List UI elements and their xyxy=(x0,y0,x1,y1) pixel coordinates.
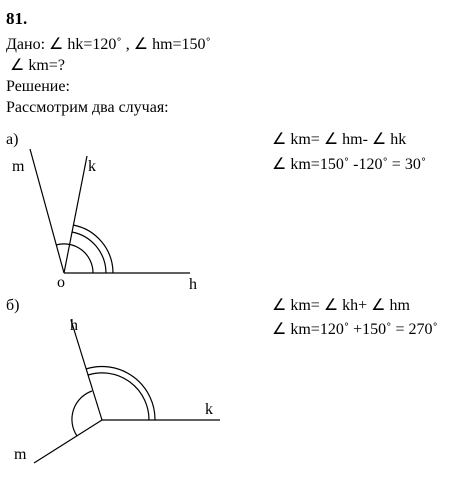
arc-hk-outer xyxy=(73,225,113,273)
case-a-formula-2: ∠ km=150˚ -120˚ = 30˚ xyxy=(272,156,427,173)
label-a-m: m xyxy=(12,158,25,175)
figure-a xyxy=(30,149,190,273)
arc-kh-inner xyxy=(88,373,149,420)
solution-label: Решение: xyxy=(6,78,70,95)
case-a-formula-1: ∠ km= ∠ hm- ∠ hk xyxy=(272,131,407,148)
label-b-h: h xyxy=(70,317,78,334)
label-a-k: k xyxy=(88,158,96,175)
ray-ok xyxy=(64,156,87,273)
given-line-2: ∠ km=? xyxy=(10,57,65,74)
label-b-k: k xyxy=(205,401,213,418)
case-b-formula-1: ∠ km= ∠ kh+ ∠ hm xyxy=(272,297,410,314)
ray-om xyxy=(30,149,64,273)
figure-b xyxy=(34,320,220,463)
arc-hm-b xyxy=(72,391,92,436)
label-a-o: o xyxy=(57,274,65,291)
arc-hm xyxy=(56,244,93,273)
arc-hk-inner xyxy=(72,232,106,273)
case-a-label: а) xyxy=(6,131,19,148)
problem-number: 81. xyxy=(6,9,28,28)
label-a-h: h xyxy=(189,276,197,293)
given-line-1: Дано: ∠ hk=120˚ , ∠ hm=150˚ xyxy=(6,36,211,53)
case-b-formula-2: ∠ km=120˚ +150˚ = 270˚ xyxy=(272,321,438,338)
intro-text: Рассмотрим два случая: xyxy=(6,99,169,116)
arc-kh-outer xyxy=(86,367,155,420)
ray-om-b xyxy=(34,420,102,463)
case-b-label: б) xyxy=(6,297,20,314)
label-b-m: m xyxy=(14,446,27,463)
